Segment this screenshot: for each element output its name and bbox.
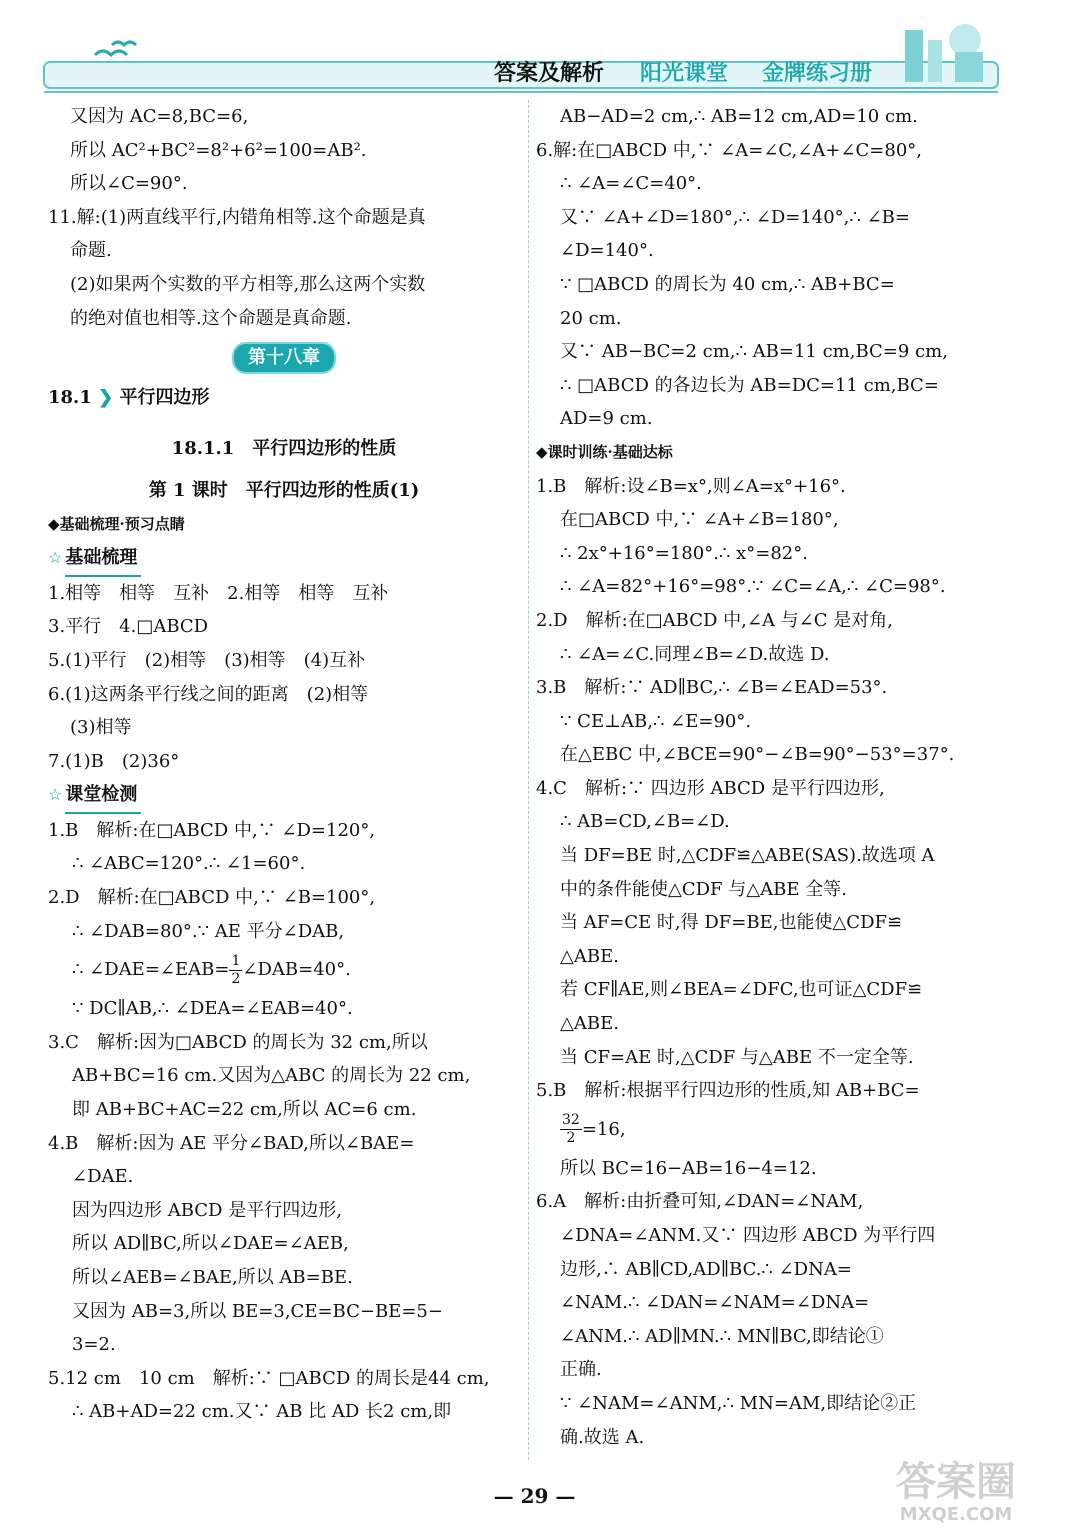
star-icon: ☆ <box>48 548 63 568</box>
text-line: ∠NAM.∴ ∠DAN=∠NAM=∠DNA= <box>560 1292 870 1314</box>
chapter-badge: 第十八章 <box>232 342 336 374</box>
text-line: 又∵ AB−BC=2 cm,∴ AB=11 cm,BC=9 cm, <box>560 341 948 363</box>
text-line: ∴ ∠DAB=80°.∵ AE 平分∠DAB, <box>72 920 345 942</box>
text-fragment: =16, <box>581 1118 626 1140</box>
training-section-label: ◆课时训练·基础达标 <box>536 442 673 461</box>
text-line: 6.A 解析:由折叠可知,∠DAN=∠NAM, <box>536 1191 864 1213</box>
text-line: AB+BC=16 cm.又因为△ABC 的周长为 22 cm, <box>72 1065 471 1087</box>
text-line: 1.B 解析:设∠B=x°,则∠A=x°+16°. <box>536 475 846 497</box>
fraction-numerator: 1 <box>231 952 241 969</box>
text-line: 5.B 解析:根据平行四边形的性质,知 AB+BC= <box>536 1080 920 1102</box>
text-line: 因为四边形 ABCD 是平行四边形, <box>72 1199 342 1221</box>
fraction <box>229 953 242 988</box>
text-line: 1.B 解析:在□ABCD 中,∵ ∠D=120°, <box>48 819 376 841</box>
text-line: 又因为 AC=8,BC=6, <box>70 106 249 127</box>
text-line: 即 AB+BC+AC=22 cm,所以 AC=6 cm. <box>72 1099 417 1121</box>
text-fragment: ∠DAB=40°. <box>242 959 351 981</box>
text-line: 11.解:(1)两直线平行,内错角相等.这个命题是真 <box>48 206 426 228</box>
text-line: AB−AD=2 cm,∴ AB=12 cm,AD=10 cm. <box>560 106 918 127</box>
text-line: 又∵ ∠A+∠D=180°,∴ ∠D=140°,∴ ∠B= <box>560 206 910 228</box>
text-line: 在△EBC 中,∠BCE=90°−∠B=90°−53°=37°. <box>560 744 955 766</box>
text-line: ∵ ∠NAM=∠ANM,∴ MN=AM,即结论②正 <box>560 1392 917 1414</box>
text-line: ∴ ∠A=∠C=40°. <box>560 173 702 195</box>
text-line: ∠ANM.∴ AD∥MN.∴ MN∥BC,即结论① <box>560 1325 884 1347</box>
text-line: 20 cm. <box>560 307 622 329</box>
practice-section-label: ◆基础梳理·预习点睛 <box>48 514 185 533</box>
text-line: 2.D 解析:在□ABCD 中,∵ ∠B=100°, <box>48 887 376 909</box>
chapter-heading <box>48 341 520 375</box>
text-line: ∴ AB+AD=22 cm.又∵ AB 比 AD 长2 cm,即 <box>72 1401 452 1423</box>
text-line: 的绝对值也相等.这个命题是真命题. <box>70 307 352 329</box>
page-number: — 29 — <box>493 1484 576 1508</box>
fraction-denominator: 2 <box>231 970 241 987</box>
text-line: 2.D 解析:在□ABCD 中,∠A 与∠C 是对角, <box>536 609 893 631</box>
text-line: ∵ DC∥AB,∴ ∠DEA=∠EAB=40°. <box>72 998 353 1020</box>
text-line: △ABE. <box>560 945 619 967</box>
text-line: (2)如果两个实数的平方相等,那么这两个实数 <box>70 273 426 295</box>
subheading <box>48 541 520 577</box>
text-line: △ABE. <box>560 1013 619 1035</box>
lesson-title: 第 1 课时 平行四边形的性质(1) <box>148 479 420 501</box>
text-line: 在□ABCD 中,∵ ∠A+∠B=180°, <box>560 509 839 531</box>
text-line: ∠DNA=∠ANM.又∵ 四边形 ABCD 为平行四 <box>560 1225 936 1246</box>
text-line: 中的条件能使△CDF 与△ABE 全等. <box>560 878 847 900</box>
text-line: 所以∠AEB=∠BAE,所以 AB=BE. <box>72 1267 353 1288</box>
text-line: 3.B 解析:∵ AD∥BC,∴ ∠B=∠EAD=53°. <box>536 677 888 699</box>
text-line: (3)相等 <box>70 717 132 739</box>
text-line: 3=2. <box>72 1334 116 1356</box>
column-divider <box>528 100 529 1460</box>
watermark-title: 答案圈 <box>896 1459 1016 1505</box>
text-line: 3.平行 4.□ABCD <box>48 616 209 638</box>
right-column <box>536 100 1006 1454</box>
text-line: ∴ ∠ABC=120°.∴ ∠1=60°. <box>72 853 306 875</box>
text-line: 7.(1)B (2)36° <box>48 750 180 772</box>
text-line: 当 DF=BE 时,△CDF≌△ABE(SAS).故选项 A <box>560 845 935 867</box>
text-line: ∠DAE. <box>72 1166 134 1188</box>
text-line: ∴ AB=CD,∠B=∠D. <box>560 811 730 833</box>
watermark-url: MXQE.COM <box>899 1504 1013 1525</box>
text-line: 命题. <box>70 240 112 262</box>
text-line: 确.故选 A. <box>560 1426 645 1448</box>
fraction-denominator: 2 <box>566 1130 576 1147</box>
text-line: 1.相等 相等 互补 2.相等 相等 互补 <box>48 582 389 604</box>
text-line: 6.解:在□ABCD 中,∵ ∠A=∠C,∠A+∠C=80°, <box>536 139 922 161</box>
text-line: 正确. <box>560 1359 602 1381</box>
left-column <box>48 100 520 1429</box>
text-line: 3.C 解析:因为□ABCD 的周长为 32 cm,所以 <box>48 1031 428 1053</box>
text-line: 4.B 解析:因为 AE 平分∠BAD,所以∠BAE= <box>48 1132 415 1154</box>
bird-icon <box>95 51 127 55</box>
section-number: 18.1 <box>48 386 92 408</box>
text-line: 边形,∴ AB∥CD,AD∥BC.∴ ∠DNA= <box>560 1258 852 1280</box>
watermark-logo <box>861 1460 1051 1530</box>
text-line: ∴ 2x°+16°=180°.∴ x°=82°. <box>560 542 808 564</box>
text-line: ∵ □ABCD 的周长为 40 cm,∴ AB+BC= <box>560 273 895 295</box>
text-line: ∴ □ABCD 的各边长为 AB=DC=11 cm,BC= <box>560 374 939 396</box>
brand-title: 阳光课堂 <box>640 60 729 86</box>
chevron-right-icon: ❯ <box>98 386 114 408</box>
subheading-label: 基础梳理 <box>65 541 141 577</box>
text-line: 又因为 AB=3,所以 BE=3,CE=BC−BE=5− <box>72 1300 443 1322</box>
section-name: 平行四边形 <box>119 386 210 408</box>
section-title: 答案及解析 <box>494 60 605 86</box>
subheading-label: 课堂检测 <box>65 778 141 814</box>
text-line: 所以∠C=90°. <box>70 173 188 195</box>
text-line-fraction <box>536 1108 1006 1152</box>
bird-icon <box>112 42 136 45</box>
text-line: ∵ CE⊥AB,∴ ∠E=90°. <box>560 710 752 732</box>
text-line: 4.C 解析:∵ 四边形 ABCD 是平行四边形, <box>536 777 885 799</box>
subheading <box>48 778 520 814</box>
text-line: ∴ ∠A=82°+16°=98°.∵ ∠C=∠A,∴ ∠C=98°. <box>560 576 946 598</box>
text-line: AD=9 cm. <box>560 408 653 430</box>
text-line: ∴ ∠A=∠C.同理∠B=∠D.故选 D. <box>560 643 830 665</box>
text-line: 5.(1)平行 (2)相等 (3)相等 (4)互补 <box>48 649 366 671</box>
text-line: 5.12 cm 10 cm 解析:∵ □ABCD 的周长是44 cm, <box>48 1367 490 1389</box>
star-icon: ☆ <box>48 785 63 805</box>
page-header <box>0 0 1069 100</box>
text-line: 若 CF∥AE,则∠BEA=∠DFC,也可证△CDF≌ <box>560 979 923 1001</box>
text-fragment: ∴ ∠DAE=∠EAB= <box>72 959 230 981</box>
text-line: 所以 AC²+BC²=8²+6²=100=AB². <box>70 139 367 161</box>
text-line: 当 AF=CE 时,得 DF=BE,也能使△CDF≌ <box>560 912 903 934</box>
fraction-numerator: 32 <box>562 1112 580 1129</box>
book-subtitle: 金牌练习册 <box>762 60 873 86</box>
text-line: ∠D=140°. <box>560 240 654 262</box>
fraction <box>560 1112 582 1147</box>
text-line: 当 CF=AE 时,△CDF 与△ABE 不一定全等. <box>560 1046 914 1068</box>
text-line-fraction <box>48 948 520 992</box>
text-line: 所以 AD∥BC,所以∠DAE=∠AEB, <box>72 1233 349 1255</box>
text-line: 所以 BC=16−AB=16−4=12. <box>560 1157 817 1179</box>
subsection-title: 18.1.1 平行四边形的性质 <box>171 438 397 460</box>
section-heading <box>48 381 520 415</box>
text-line: 6.(1)这两条平行线之间的距离 (2)相等 <box>48 683 369 705</box>
